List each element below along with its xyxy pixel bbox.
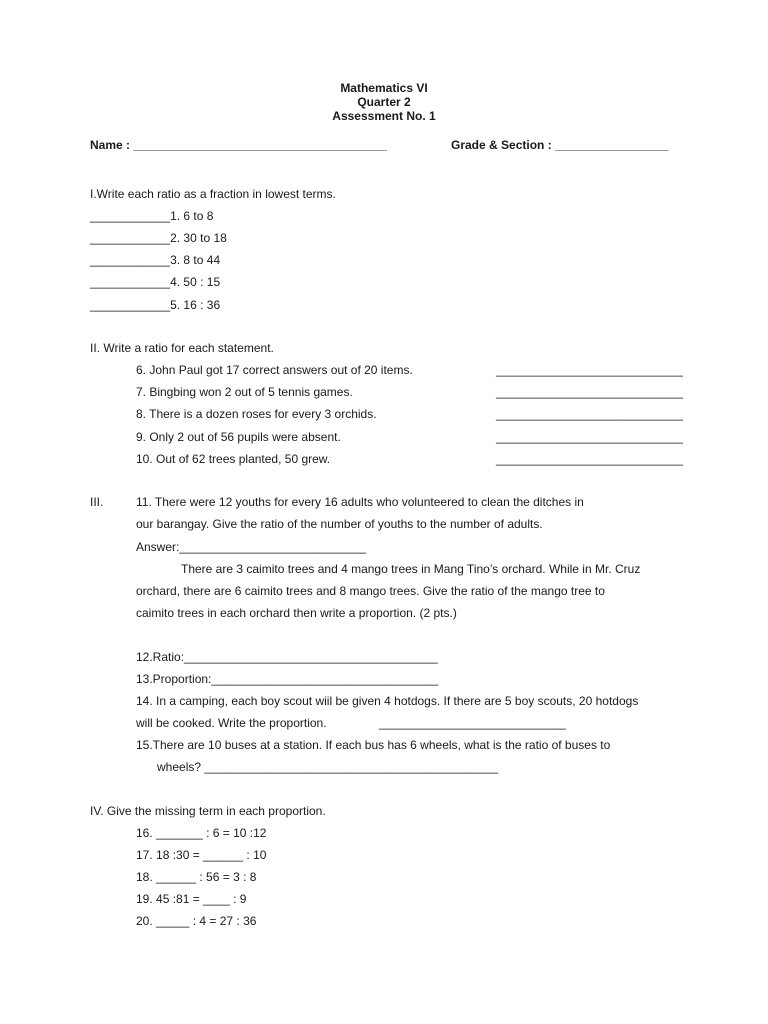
q14-line1: 14. In a camping, each boy scout wiil be given 4 hotdogs. If there are 5 boy scouts, 20 hotdogs	[136, 694, 639, 708]
q11-line2: our barangay. Give the ratio of the number of youths to the number of adults.	[136, 517, 543, 531]
quarter-title: Quarter 2	[357, 95, 411, 109]
q15-line2: wheels? ____________________________________________	[157, 760, 499, 774]
part1-item: ____________3. 8 to 44	[90, 253, 221, 267]
subject-title: Mathematics VI	[340, 81, 428, 95]
part1-instruction: I.Write each ratio as a fraction in lowest terms.	[90, 187, 336, 201]
part2-answer-line: ____________________________	[496, 385, 683, 399]
part1-item: ____________1. 6 to 8	[90, 209, 214, 223]
q15-line1: 15.There are 10 buses at a station. If each bus has 6 wheels, what is the ratio of buses to	[136, 738, 611, 752]
orchard-paragraph-line3: caimito trees in each orchard then write a proportion. (2 pts.)	[136, 606, 457, 620]
part4-item: 20. _____ : 4 = 27 : 36	[136, 914, 257, 928]
orchard-paragraph-line1: There are 3 caimito trees and 4 mango trees in Mang Tino’s orchard. While in Mr. Cruz	[181, 562, 641, 576]
part4-item: 18. ______ : 56 = 3 : 8	[136, 870, 257, 884]
part4-instruction: IV. Give the missing term in each proportion.	[90, 804, 326, 818]
part2-answer-line: ____________________________	[496, 430, 683, 444]
part2-answer-line: ____________________________	[496, 452, 683, 466]
grade-section-field: Grade & Section : _________________	[451, 138, 669, 152]
part2-item: 6. John Paul got 17 correct answers out of 20 items.	[136, 363, 413, 377]
part2-item: 9. Only 2 out of 56 pupils were absent.	[136, 430, 341, 444]
q14-answer-line: ____________________________	[379, 716, 566, 730]
part2-item: 8. There is a dozen roses for every 3 orchids.	[136, 407, 377, 421]
part4-item: 19. 45 :81 = ____ : 9	[136, 892, 247, 906]
name-field: Name : ______________________________________	[90, 138, 387, 152]
part4-item: 16. _______ : 6 = 10 :12	[136, 826, 267, 840]
q13-proportion: 13.Proportion:__________________________________	[136, 672, 439, 686]
part2-item: 7. Bingbing won 2 out of 5 tennis games.	[136, 385, 353, 399]
part3-label: III.	[90, 495, 104, 509]
assessment-title: Assessment No. 1	[332, 109, 436, 123]
orchard-paragraph-line2: orchard, there are 6 caimito trees and 8 mango trees. Give the ratio of the mango tree to	[136, 584, 605, 598]
part2-item: 10. Out of 62 trees planted, 50 grew.	[136, 452, 331, 466]
part1-item: ____________5. 16 : 36	[90, 298, 221, 312]
part4-item: 17. 18 :30 = ______ : 10	[136, 848, 267, 862]
q11-line1: 11. There were 12 youths for every 16 adults who volunteered to clean the ditches in	[136, 495, 584, 509]
part2-answer-line: ____________________________	[496, 363, 683, 377]
part1-item: ____________2. 30 to 18	[90, 231, 227, 245]
q11-answer: Answer:____________________________	[136, 540, 367, 554]
q14-line2: will be cooked. Write the proportion.	[136, 716, 327, 730]
q12-ratio: 12.Ratio:______________________________________	[136, 650, 438, 664]
part2-answer-line: ____________________________	[496, 407, 683, 421]
part1-item: ____________4. 50 : 15	[90, 275, 221, 289]
part2-instruction: II. Write a ratio for each statement.	[90, 341, 274, 355]
